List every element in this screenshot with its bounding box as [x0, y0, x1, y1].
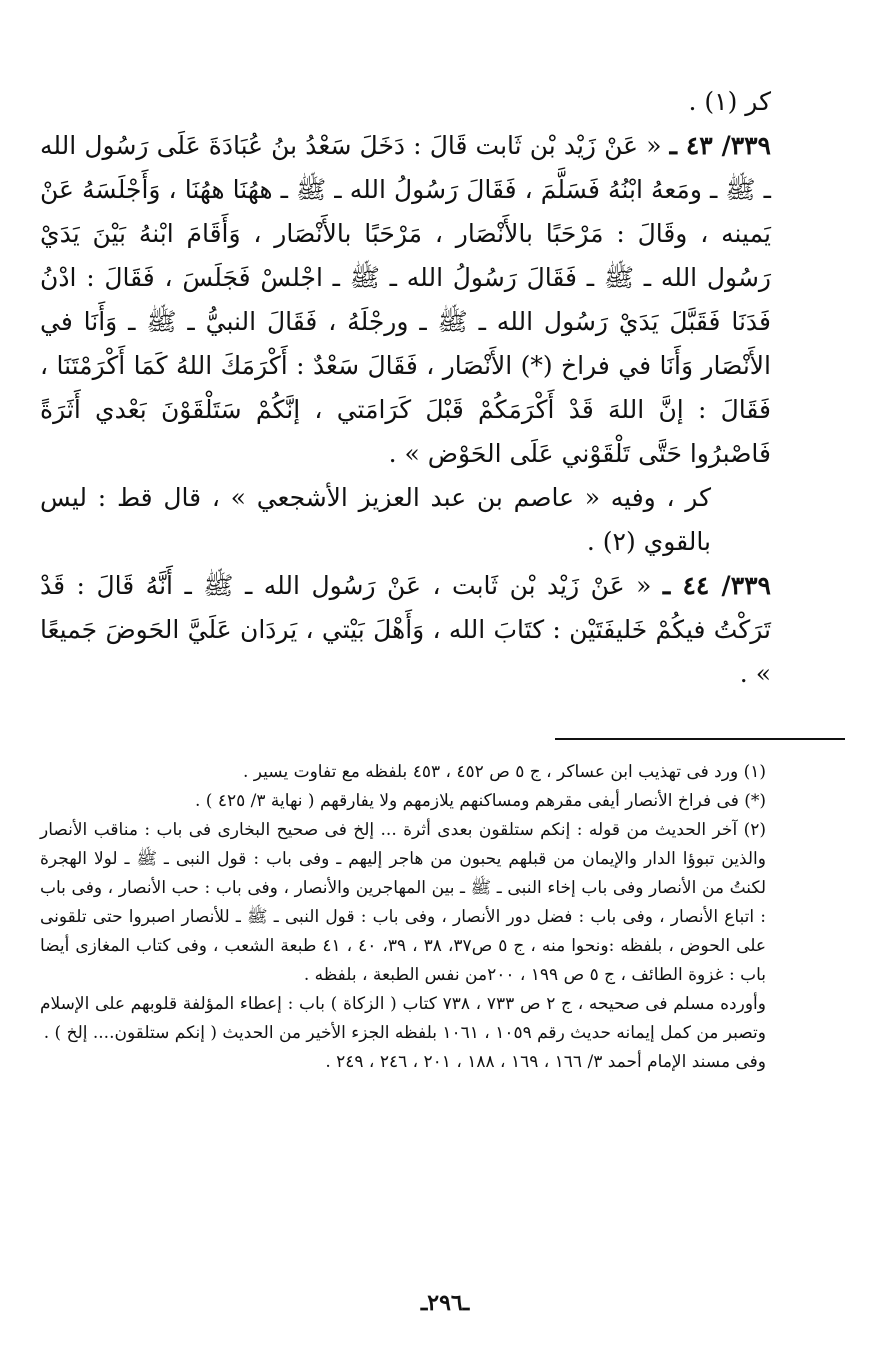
footnote-2-ahmad: وفى مسند الإمام أحمد ٣/ ١٦٦ ، ١٦٩ ، ١٨٨ ، ٢٠١ ، ٢٤٦ ، ٢٤٩ . — [325, 1052, 766, 1072]
hadith-44 — [40, 564, 771, 696]
footnote-1: (١) ورد فى تهذيب ابن عساكر ، ج ٥ ص ٤٥٢ ، ٤٥٣ بلفظه مع تفاوت يسير . — [242, 762, 766, 782]
hadith-44-number: ٣٣٩/ ٤٤ ـ — [662, 571, 771, 600]
page-number: ـ٢٩٦ـ — [420, 1290, 470, 1316]
hadith-43 — [40, 124, 771, 476]
attribution-line: كر ، وفيه « عاصم بن عبد العزيز الأشجعي » ، قال قط : ليس بالقوي (٢) . — [40, 483, 711, 556]
hadith-44-text: « عَنْ زَيْد بْن ثَابت ، عَنْ رَسُول الله ـ ﷺ ـ أَنَّهُ قَالَ : قَدْ تَرَكْتُ فيكُمْ خَليفَتَيْن : كتَابَ الله ، وَأَهْلَ بَيْتي ، يَردَان عَلَيَّ الحَوضَ جَميعًا » . — [40, 571, 771, 688]
top-line: كر (١) . — [688, 87, 771, 116]
footnote-divider — [555, 738, 845, 740]
footnote-2: (٢) آخر الحديث من قوله : إنكم ستلقون بعدى أثرة ... إلخ فى صحيح البخارى فى باب : مناقب الأنصار والذين تبوؤا الدار والإيمان من قبلهم يحبون من هاجر إليهم ـ وفى باب : قول النبى ـ ﷺ ـ لولا الهجرة لكنتُ من الأنصار وفى باب إخاء النبى ـ ﷺ ـ بين المهاجرين والأنصار ، وفى باب : حب الأنصار ، وفى باب : اتباع الأنصار ، وفى باب : فضل دور الأنصار ، وفى باب : قول النبى ـ ﷺ ـ للأنصار اصبروا حتى تلقونى على الحوض ، بلفظه :ونحوا منه ، ج ٥ ص٣٧، ٣٨ ، ٣٩، ٤٠ ، ٤١ طبعة الشعب ، وفى كتاب المغازى أيضا باب : غزوة الطائف ، ج ٥ ص ١٩٩ ، ٢٠٠من نفس الطبعة ، بلفظه . — [40, 820, 767, 985]
hadith-43-text: « عَنْ زَيْد بْن ثَابت قَالَ : دَخَلَ سَعْدُ بنُ عُبَادَةَ عَلَى رَسُول الله ـ ﷺ ـ ومَعهُ ابْنُهُ فَسَلَّمَ ، فَقَالَ رَسُولُ الله ـ ﷺ ـ ههُنَا ههُنَا ، وَأَجْلَسَهُ عَنْ يَمينه ، وقَالَ : مَرْحَبًا بالأَنْصَار ، مَرْحَبًا بالأَنْصَار ، وَأَقَامَ ابْنهُ بَيْنَ يَدَيْ رَسُول الله ـ ﷺ ـ فَقَالَ رَسُولُ الله ـ ﷺ ـ اجْلسْ فَجَلَسَ ، فَقَالَ : ادْنُ فَدَنَا فَقَبَّلَ يَدَيْ رَسُول الله ـ ﷺ ـ ورجْلَهُ ، فَقَالَ النبيُّ ـ ﷺ ـ وَأَنَا في الأَنْصَار وَأَنَا في فراخ (*) الأَنْصَار ، فَقَالَ سَعْدٌ : أَكْرَمَكَ اللهُ كَمَا أَكْرَمْتَنَا ، فَقَالَ : إنَّ اللهَ قَدْ أَكْرَمَكُمْ قَبْلَ كَرَامَتي ، إنَّكُمْ سَتَلْقَوْنَ بَعْدي أَثَرَةً فَاصْبرُوا حَتَّى تَلْقَوْني عَلَى الحَوْض » . — [40, 131, 771, 468]
footnotes — [40, 758, 766, 1077]
footnote-star: (*) فى فراخ الأنصار أيفى مقرهم ومساكنهم يلازمهم ولا يفارقهم ( نهاية ٣/ ٤٢٥ ) . — [194, 791, 766, 811]
main-text — [40, 80, 771, 696]
footnote-2-muslim: وأورده مسلم فى صحيحه ، ج ٢ ص ٧٣٣ ، ٧٣٨ كتاب ( الزكاة ) باب : إعطاء المؤلفة قلوبهم على الإسلام وتصبر من كمل إيمانه حديث رقم ١٠٥٩ ، ١٠٦١ بلفظه الجزء الأخير من الحديث ( إنكم ستلقون.... إلخ ) . — [40, 994, 766, 1043]
hadith-43-number: ٣٣٩/ ٤٣ ـ — [669, 131, 771, 160]
